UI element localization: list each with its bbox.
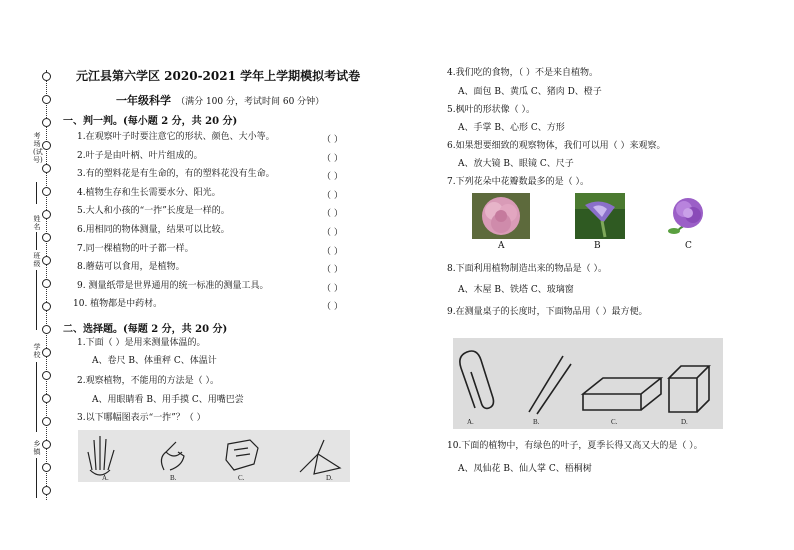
hand-label-c: C.	[238, 474, 245, 482]
question-8: 8.下面利用植物制造出来的物品是（ ）。	[447, 264, 607, 274]
margin-label-exam-seat: 考场(试号)	[33, 132, 43, 164]
question-1-options: A、卷尺 B、体重秤 C、体温计	[92, 356, 217, 366]
answer-blank[interactable]: （ ）	[322, 265, 343, 276]
margin-label-school: 学校	[33, 343, 41, 359]
true-false-item: 4.植物生存和生长需要水分、阳光。	[77, 187, 221, 198]
true-false-item: 7.同一棵植物的叶子都一样。	[77, 243, 194, 254]
margin-field-line	[36, 232, 37, 250]
binding-hole	[42, 210, 51, 219]
flower-label-b: B	[594, 241, 601, 251]
section-1-heading: 一、判一判。(每小题 2 分，共 20 分)	[63, 116, 238, 127]
margin-field-line	[36, 270, 37, 330]
binding-hole	[42, 233, 51, 242]
binding-hole	[42, 371, 51, 380]
flower-image-rose	[664, 193, 710, 239]
binding-hole	[42, 118, 51, 127]
question-10-options: A、凤仙花 B、仙人掌 C、梧桐树	[458, 464, 592, 474]
binding-hole	[42, 72, 51, 81]
object-label-a: A.	[467, 418, 474, 426]
answer-blank[interactable]: （ ）	[322, 135, 343, 145]
binding-hole	[42, 164, 51, 173]
question-2: 2.观察植物，不能用的方法是（ ）。	[77, 376, 219, 386]
question-5-options: A、手掌 B、心形 C、方形	[458, 123, 565, 133]
rose-drawing	[664, 193, 710, 239]
binding-hole	[42, 279, 51, 288]
question-4: 4.我们吃的食物，（ ）不是来自植物。	[447, 68, 598, 78]
binding-hole	[42, 256, 51, 265]
margin-field-line	[36, 182, 37, 204]
section-2-heading: 二、选择题。(每题 2 分，共 20 分)	[63, 324, 228, 335]
answer-blank[interactable]: （ ）	[322, 153, 343, 164]
margin-label-township: 乡镇	[33, 440, 41, 456]
binding-hole	[42, 394, 51, 403]
answer-blank[interactable]: （ ）	[322, 246, 343, 257]
binding-hole	[42, 141, 51, 150]
binding-hole	[42, 463, 51, 472]
true-false-item: 6.用相同的物体测量，结果可以比较。	[77, 225, 230, 235]
object-label-d: D.	[681, 418, 688, 426]
binding-hole	[42, 302, 51, 311]
measuring-objects-drawing	[453, 338, 723, 429]
hand-label-a: A.	[102, 474, 109, 482]
flower-label-a: A	[498, 241, 505, 251]
question-4-options: A、面包 B、黄瓜 C、猪肉 D、橙子	[458, 87, 602, 97]
question-6: 6.如果想要细致的观察物体，我们可以用（ ）来观察。	[447, 141, 666, 151]
object-label-b: B.	[533, 418, 540, 426]
true-false-item: 9. 测量纸带是世界通用的统一标准的测量工具。	[77, 280, 269, 291]
binding-hole	[42, 486, 51, 495]
true-false-item: 10. 植物都是中药材。	[73, 299, 163, 310]
hand-span-image	[78, 430, 350, 482]
answer-blank[interactable]: （ ）	[322, 209, 343, 220]
exam-subtitle-note: （满分 100 分，考试时间 60 分钟）	[176, 97, 325, 107]
morning-glory-drawing	[575, 193, 625, 239]
binding-hole	[42, 440, 51, 449]
hand-label-d: D.	[326, 474, 333, 482]
question-1: 1.下面（ ）是用来测量体温的。	[77, 338, 206, 348]
question-2-options: A、用眼睛看 B、用手摸 C、用嘴巴尝	[92, 395, 244, 405]
exam-title: 元江县第六学区 2020-2021 学年上学期模拟考试卷	[76, 69, 361, 83]
question-5: 5.枫叶的形状像（ ）。	[447, 105, 535, 115]
flower-label-c: C	[685, 241, 692, 251]
object-label-c: C.	[611, 418, 618, 426]
margin-label-class: 班级	[33, 252, 41, 268]
binding-hole	[42, 325, 51, 334]
true-false-item: 5.大人和小孩的“一拃”长度是一样的。	[77, 206, 230, 217]
question-8-options: A、木屋 B、铁塔 C、玻璃窗	[458, 285, 574, 295]
answer-blank[interactable]: （ ）	[322, 283, 343, 294]
peony-drawing	[472, 193, 530, 239]
true-false-item: 8.蘑菇可以食用，是植物。	[77, 262, 185, 273]
question-10: 10.下面的植物中，有绿色的叶子，夏季长得又高又大的是（ ）。	[447, 441, 703, 451]
answer-blank[interactable]: （ ）	[322, 172, 343, 183]
question-3: 3.以下哪幅图表示“一拃”？（ ）	[77, 413, 206, 423]
hand-drawings	[78, 430, 350, 482]
question-6-options: A、放大镜 B、眼镜 C、尺子	[458, 159, 574, 169]
flower-image-morning-glory	[575, 193, 625, 239]
binding-hole	[42, 348, 51, 357]
answer-blank[interactable]: （ ）	[322, 228, 343, 238]
hand-label-b: B.	[170, 474, 177, 482]
true-false-item: 3.有的塑料花是有生命的，有的塑料花没有生命。	[77, 169, 275, 180]
answer-blank[interactable]: （ ）	[322, 302, 343, 313]
margin-label-name: 姓名	[33, 215, 41, 231]
answer-blank[interactable]: （ ）	[322, 190, 343, 201]
binding-hole	[42, 95, 51, 104]
flower-image-peony	[472, 193, 530, 239]
margin-field-line	[36, 458, 37, 498]
binding-hole	[42, 187, 51, 196]
true-false-item: 2.叶子是由叶柄、叶片组成的。	[77, 150, 203, 161]
measuring-objects-image	[453, 338, 723, 429]
true-false-item: 1.在观察叶子时要注意它的形状、颜色、大小等。	[77, 132, 275, 142]
exam-subtitle-row	[116, 89, 324, 108]
question-9: 9.在测量桌子的长度时，下面物品用（ ）最方便。	[447, 307, 648, 317]
binding-hole	[42, 417, 51, 426]
margin-field-line	[36, 362, 37, 432]
exam-subtitle: 一年级科学	[116, 94, 171, 107]
question-7: 7.下列花朵中花瓣数最多的是（ ）。	[447, 177, 589, 187]
